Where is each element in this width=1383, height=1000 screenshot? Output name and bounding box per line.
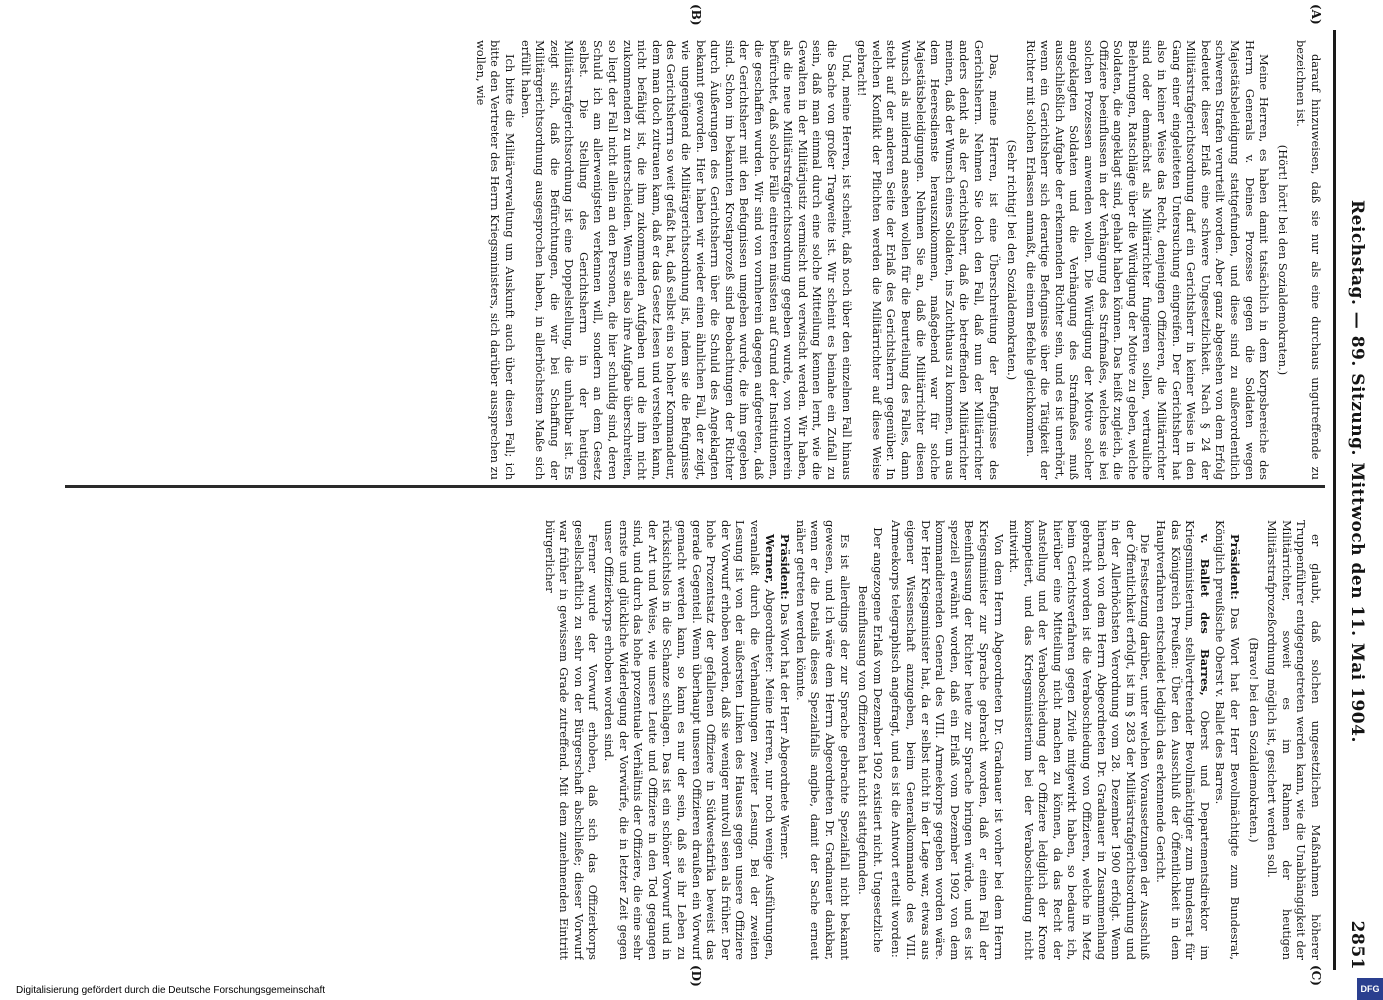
paragraph: Ferner wurde der Vorwurf erhoben, daß sich das Offizierkorps gesellschaftlich zu sehr von der Bürgerschaft abschließe; dieser Vorwurf war früher in gewissem Grade zutreffend. Mit dem zunehmenden Eintritt bürgerlicher: [542, 520, 601, 960]
paragraph: Die Festsetzung darüber, unter welchen Voraussetzungen der Ausschluß der Öffentlichkeit erfolgt, ist im § 283 der Militärstrafgerichtsordnung und in der Allerhöchsten Verordnung vom 28. Dezember 1900 erfolgt. Wenn hiernach von dem Herrn Abgeordneten Dr. Gradnauer in Zusammenhang gebracht worden ist die Veraboschiedung von Offizieren, welche in Metz beim Gerichtsverfahren gegen Zivile mitgewirkt haben, so bedaure ich, hierüber eine Mitteilung nicht machen zu können, da das Recht der Anstellung und der Veraboschiedung der Offiziere lediglich der Krone kompetiert, und das Kriegsministerium bei der Veraboschiedung nicht mitwirkt.: [1007, 520, 1153, 960]
speaker-name: Werner,: [762, 534, 777, 584]
margin-mark-c: (C): [1309, 965, 1323, 986]
paragraph: Das, meine Herren, ist eine Überschreitung der Befugnisse des Gerichtsherrn. Nehmen Sie doch den Fall, daß nun der Militärrichter anders denkt als der Gerichtsherr, daß die betreffenden Militärrichter meinen, daß der Wunsch eines Soldaten, ins Zuchthaus zu kommen, um aus dem Heeresdienste herauszukommen, maßgebend war für solche Majestätsbeleidigungen. Nehmen Sie an, daß die Militärrichter diesen Wunsch als mildernd ansehen wollen für die Beurteilung des Falles, dann steht auf der anderen Seite der Erlaß des Gerichtsherrn gegenüber. In welchen Konflikt der Pflichten werden die Militärrichter auf diese Weise gebracht!: [855, 40, 1001, 480]
speech-text: Abgeordneter: Meine Herren, nur noch wenige Ausführungen, veranlaßt durch die Verhandlungen zweiter Lesung. Bei der zweiten Lesung ist von der äußersten Linken des Hauses gegen unsere Offiziere der Vorwurf erhoben worden, daß sie weniger mutvoll seien als früher. Der hohe Prozentsatz der gefallenen Offiziere in Südwestafrika beweist das gerade Gegenteil. Wenn überhaupt unseren Offizieren draußen ein Vorwurf gemacht werden kann, so kann es nur der sein, daß sie ihr Leben zu rücksichtslos in die Schanze schlagen. Das ist ein schöner Vorwurf und in der Art und Weise, wie unsere Leute und Offiziere in den Tod gegangen sind, und durch das hohe prozentuale Verhältnis der Offiziere, die eine sehr ernste und glückliche Widerlegung der Vorwürfe, die in letzter Zeit gegen unser Offizierkorps erhoben worden sind.: [602, 520, 777, 960]
speech-text: Oberst und Departementsdirektor im Kriegsministerium, stellvertretender Bevollmächtigter zum Bundesrat für das Königreich Preußen: Über den Ausschluß der Öffentlichkeit in dem Hauptverfahren entscheidet lediglich das erkennende Gericht.: [1154, 520, 1212, 960]
paragraph: darauf hinzuweisen, daß sie nur als eine durchaus ungutreffende zu bezeichnen ist.: [1294, 40, 1323, 480]
margin-mark-a: (A): [1309, 4, 1323, 25]
header-rule: [1333, 30, 1336, 970]
speech-paragraph: [1213, 520, 1242, 960]
speech-paragraph: [602, 520, 777, 960]
interjection: (Bravo! bei den Sozialdemokraten.): [1246, 637, 1261, 843]
paragraph: Und, meine Herren, ist scheint, daß noch über den einzelnen Fall hinaus die Sache von großer Tragweite ist. Wir scheint es beinahe ein Zufall zu sein, daß man einmal durch eine solche Mitteilung kennen lernt, wie die Gewalten in der Militärjustiz vermischt und verwischt werden. Wir haben, als die neue Militärstrafgerichtsordnung gegeben wurde, von vornherein befürchtet, daß solche Fälle eintreten müssten auf Grund der Institutionen, die geschaffen wurden. Wir sind von vornherein dagegen aufgetreten, daß der Gerichtsherr mit den Befugnissen umgeben wurde, die ihm gegeben sind. Schon im bekannten Krostaprozeß sind Beobachtungen der Richter durch Äußerungen des Gerichtsherrn über die Schuld des Angeklagten bekannt geworden. Hier haben wir wieder einen ähnlichen Fall, der zeigt, wie ungenügend die Militärgerichtsordnung ist, indem sie die Befugnisse des Gerichtsherrn so weit gefaßt hat, daß selbst ein so hoher Kommandeur, dem man doch zutrauen kann, daß er das Gesetz lesen und verstehen kann, nicht befähigt ist, die ihm zukommenden Aufgaben und die ihm nicht zukommenden zu unterscheiden. Wenn sie also ihre Aufgabe überschreiten, so liegt der Fall nicht allein an den Personen, die hier schuldig sind, deren Schuld ich am allerwenigsten verkennen will, sondern an dem Gesetz selbst. Die Stellung des Gerichtsherrn in der heutigen Militärstrafgerichtsordnung ist eine Doppelstellung, die unhaltbar ist. Es zeigt sich, daß die Befürchtungen, die wir bei Schaffung der Militärgerichtsordnung ausgesprochen haben, in allerhöchstem Maße sich erfüllt haben.: [518, 40, 854, 480]
left-column: [73, 40, 1323, 480]
speaker-name: Präsident:: [778, 534, 793, 600]
interjection: (Sehr richtig! bei den Sozialdemokraten.): [1005, 139, 1020, 381]
paragraph: Ich bitte die Militärverwaltung um Auskunft auch über diesen Fall; ich bitte den Vertreter des Herrn Kriegsministers, sich darüber aussprechen zu wollen, wie: [473, 40, 517, 480]
speech-text: Das Wort hat der Herr Abgeordnete Werner.: [778, 603, 793, 860]
digitization-credit: [0, 978, 1383, 1000]
right-column: [73, 520, 1323, 960]
column-divider: [65, 485, 1325, 488]
interjection: (Hört! hört! bei den Sozialdemokraten.): [1275, 144, 1290, 376]
speech-paragraph: [778, 520, 793, 960]
dfg-logo: DFG: [1357, 978, 1383, 1000]
page-number: 2851: [1347, 920, 1367, 970]
paragraph: Es ist allerdings der zur Sprache gebrachte Spezialfall nicht bekannt gewesen, und ich wäre dem Herrn Abgeordneten Dr. Gradnauer dankbar, wenn er die Details dieses Spezialfalls angibe, damit der Sache erneut näher getreten werden könnte.: [793, 520, 852, 960]
margin-mark-d: (D): [689, 965, 703, 987]
speech-text: Das Wort hat der Herr Bevollmächtigte zum Bundesrat, Königlich preußische Oberst v. Ballet des Barres.: [1213, 520, 1243, 960]
margin-mark-b: (B): [689, 4, 703, 26]
header-title: Reichstag. — 89. Sitzung. Mittwoch den 11. Mai 1904.: [1347, 200, 1367, 743]
paragraph: Meine Herren, es haben damit tatsächlich in dem Korpsbereiche des Herrn Generals v. Deines Prozesse gegen die Soldaten wegen Majestätsbeleidigung stattgefunden, und diese sind zu außerordentlich schweren Strafen verurteilt worden. Aber ganz abgesehen von dem Erfolg bedeutet dieser Erlaß eine schwere Ungesetzlichkeit. Nach § 24 der Militärstrafgerichtsordnung darf ein Gerichtsherr in keiner Weise in den Gang einer eingeleiteten Untersuchung eingreifen. Der Gerichtsherr hat also in keiner Weise das Recht, denjenigen Offizieren, die Militärrichter sind oder demnächst als Militärrichter fungieren sollen, vertrauliche Belehrungen, Ratschläge über die Würdigung der Motive zu geben, welche Soldaten, die angeklagt sind, gehabt haben können. Das heißt zugleich, die Offiziere beeinflussen in der Verhängung des Strafmaßes, welches sie bei solchen Prozessen anwenden wollen. Die Würdigung der Motive solcher angeklagten Soldaten und die Verhängung des Strafmaßes muß ausschließlich Aufgabe der erkennenden Richter sein, und es ist unerhört, wenn ein Gerichtsherr sich derartige Befugnisse über die Tätigkeit der Richter mit solchen Erlassen anmaßt, die einem Befehle gleichkommen.: [1023, 40, 1272, 480]
speech-paragraph: [1153, 520, 1211, 960]
paragraph: er glaubt, daß solchen ungesetzlichen Maßnahmen höherer Truppenführer entgegengetreten werden kann, wie die Unabhängigkeit der Militärrichter, soweit es im Rahmen der heutigen Militärstrafprozeßordnung möglich ist, gesichert werden soll.: [1265, 520, 1323, 960]
speaker-name: v. Ballet des Barres,: [1197, 534, 1212, 696]
speaker-name: Präsident:: [1228, 534, 1243, 600]
paragraph: Von dem Herrn Abgeordneten Dr. Gradnauer ist vorher bei dem Herrn Kriegsminister zur Sprache gebracht worden, daß er einen Fall der Beeinflussung der Richter heute zur Sprache bringen würde, und es ist speziell erwähnt worden, daß ein Erlaß vom Dezember 1902 von dem kommandierenden General des VIII. Armeekorps gegeben worden wäre. Der Herr Kriegsminister hat, da er selbst nicht in der Lage war, etwas aus eigener Wissenschaft anzugeben, beim Generalkommando des VIII. Armeekorps telegraphisch angefragt, und es ist die Antwort erteilt worden:: [889, 520, 1006, 960]
credit-text: Digitalisierung gefördert durch die Deutsche Forschungsgemeinschaft: [16, 985, 326, 996]
page-header: [1331, 30, 1371, 970]
quote: Der angezogene Erlaß vom Dezember 1902 existiert nicht. Ungesetzliche Beeinflussung von Offizieren hat nicht stattgefunden.: [856, 527, 885, 953]
